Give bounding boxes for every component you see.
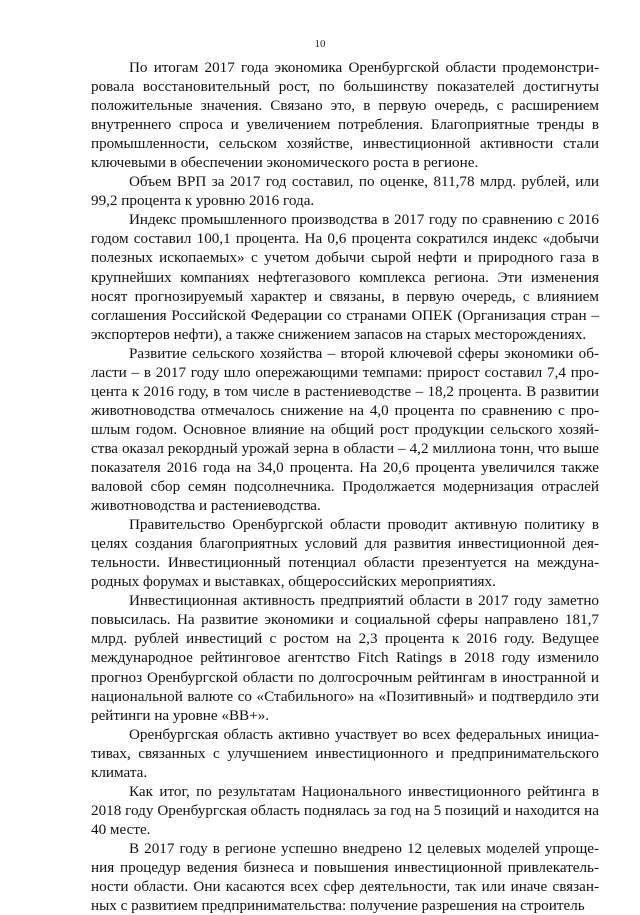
paragraph: По итогам 2017 года экономика Оренбургской области продемонстрировала восстановительный рост, по большинству показателей достигнуты положительные значения. Связано это, в первую очередь, с расширением внутреннего спроса и увеличением потребления. Благоприятные тренды в промышленности, сельском хозяйстве, инвестиционной активности стали ключевыми в обеспечении экономического роста в регионе. xyxy=(91,59,599,172)
paragraph: Оренбургская область активно участвует во всех федеральных инициативах, связанных с улучшением инвестиционного и предпринимательского климата. xyxy=(91,725,599,781)
paragraph: Объем ВРП за 2017 год составил, по оценке, 811,78 млрд. рублей, или 99,2 процента к уровню 2016 года. xyxy=(91,173,599,210)
paragraph: Как итог, по результатам Национального инвестиционного рейтинга в 2018 году Оренбургская область поднялась за год на 5 позиций и находится на 40 месте. xyxy=(91,782,599,838)
body-text xyxy=(91,58,599,915)
paragraph: В 2017 году в регионе успешно внедрено 12 целевых моделей упрощения процедур ведения бизнеса и повышения инвестиционной привлекательности области. Они касаются всех сфер деятельности, так или иначе связанных с развитием предпринимательства: получение разрешения на строитель xyxy=(91,839,599,915)
paragraph: Правительство Оренбургской области проводит активную политику в целях создания благоприятных условий для развития инвестиционной деятельности. Инвестиционный потенциал области презентуется на международных форумах и выставках, общероссийских мероприятиях. xyxy=(91,516,599,591)
paragraph: Инвестиционная активность предприятий области в 2017 году заметно повысилась. На развитие экономики и социальной сферы направлено 181,7 млрд. рублей инвестиций с ростом на 2,3 процента к 2016 году. Ведущее международное рейтинговое агентство Fitch Ratings в 2018 году изменило прогноз Оренбургской области по долгосрочным рейтингам в иностранной и национальной валюте со «Стабильного» на «Позитивный» и подтвердило эти рейтинги на уровне «BB+». xyxy=(91,592,599,724)
paragraph: Индекс промышленного производства в 2017 году по сравнению с 2016 годом составил 100,1 процента. На 0,6 процента сократился индекс «добычи полезных ископаемых» с учетом добычи сырой нефти и природного газа в крупнейших компаниях нефтегазового комплекса региона. Эти изменения носят прогнозируемый характер и связаны, в первую очередь, с влиянием соглашения Российской Федерации со странами ОПЕК (Организация стран – экспортеров нефти), а также снижением запасов на старых месторождениях. xyxy=(91,211,599,343)
page-number: 10 xyxy=(314,38,326,50)
paragraph: Развитие сельского хозяйства – второй ключевой сферы экономики области – в 2017 году шло опережающими темпами: прирост составил 7,4 процента к 2016 году, в том числе в растениеводстве – 18,2 процента. В развитии животноводства отмечалось снижение на 4,0 процента по сравнению с прошлым годом. Основное влияние на общий рост продукции сельского хозяйства оказал рекордный урожай зерна в области – 4,2 миллиона тонн, что выше показателя 2016 года на 34,0 процента. На 20,6 процента увеличился также валовой сбор семян подсолнечника. Продолжается модернизация отраслей животноводства и растениеводства. xyxy=(91,344,599,515)
